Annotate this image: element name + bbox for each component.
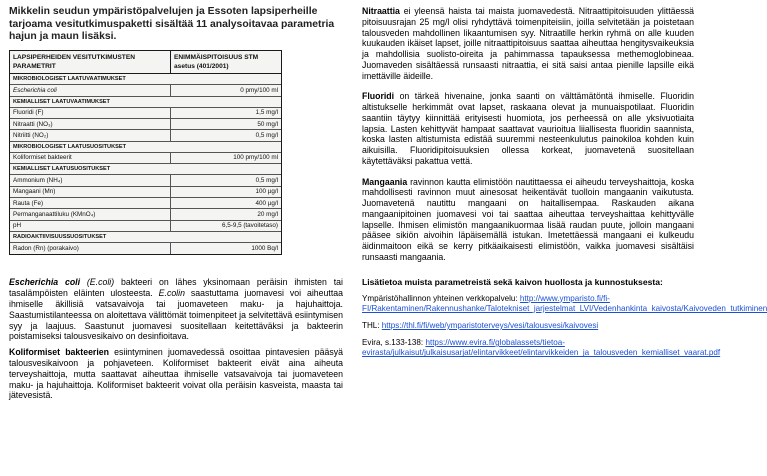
parameter-table [9, 50, 282, 256]
ecoli-text-italic: E.colin [158, 288, 185, 299]
ymparisto-link[interactable]: http://www.ymparisto.fi/fi-FI/Rakentaminen/Rakennushanke/Talotekniset_jarjestelmat_LVI/Vedenhankinta_kaivosta/Kaivoveden_tutkiminen [362, 293, 767, 313]
fluoridi-term: Fluoridi [362, 91, 395, 102]
nitraatti-text: ei yleensä haista tai maista juomavedestä. Nitraattipitoisuuden ylittäessä pitoisuusrajan 25 mg/l olisi ryhdyttävä toimenpiteisiin, joilla selvitetään ja poistetaan talousveden mahdollinen likaantumisen syy. Nitraatille herkin ryhmä on alle kuuden kuukauden ikäiset lapset, joille nitraattipitoisuus saattaa aiheuttaa hengitysvaikeuksia ja mahdollisia suolisto-oireita ja pahimmassa tapauksessa methemoglobineaa. Juomaveden sisältäessä runsaasti nitraattia, ei sitä saisi antaa pienille lapsille eikä imettäville äideille. [362, 6, 694, 81]
table-row [10, 198, 281, 209]
parameter-name: Radon (Rn) (porakaivo) [10, 243, 171, 254]
table-row [10, 153, 281, 164]
parameter-name: pH [10, 221, 171, 231]
table-header [10, 51, 281, 74]
table-section-title: KEMIALLISET LAATUVAATIMUKSET [10, 97, 281, 108]
nitraatti-paragraph [362, 6, 694, 81]
parameter-limit: 400 µg/l [255, 199, 278, 207]
table-section-title: RADIOAKTIIVISUUSSUOSITUKSET [10, 232, 281, 243]
table-row [10, 108, 281, 119]
parameter-name: Ammonium (NH₄) [10, 175, 171, 185]
parameter-name: Nitraatti (NO₃) [10, 119, 171, 129]
fluoridi-paragraph [362, 91, 694, 166]
ecoli-text-b: saastuttama juomavesi voi aiheuttaa ihmiselle äkillisiä vatsavaivoja tai juomaveteen maku- ja hajuhaittoja. Saastumistilanteessa on aloitettava välittömät toimenpiteet ja selvitettävä esiintymisen syy ja laajuus. Saastunut juomavesi suositellaan keitettäväksi ja bakteerin poistamiseksi talousvesikaivo on desinfioitava. [9, 288, 343, 342]
reference-evira [362, 338, 721, 358]
parameter-limit: 1,5 mg/l [255, 109, 278, 117]
ref-label: THL: [362, 320, 382, 330]
intro-text: Mikkelin seudun ympäristöpalvelujen ja Essoten lapsiperheille tarjoama vesitutkimuspaketti sisältää 11 analysoitavaa parametria hajun ja maun lisäksi. [9, 6, 335, 43]
table-row [10, 85, 281, 96]
parameter-name: Koliformiset bakteerit [10, 153, 171, 163]
parameter-limit: 50 mg/l [257, 120, 278, 128]
mangaani-text: ravinnon kautta elimistöön nautittaessa ei aiheudu terveyshaittoja, koska mahdollisesti ravinnon muut ainesosat heikentävät tuolloin mangaanin vaikutusta. Juomavetenä nautittu mangaani on haitallisempaa. Raskauden aikana mangaanipitoinen juomavesi voi tai saattaa aiheuttaa terveyshaittaa kehittyvälle lapselle. Ihmisen elimistön mangaanikuormaa lisää raudan puute, jolloin mangaani pääsee sikiön aivoihin läpäisemällä istukan. Imetettäessä mangaani ei kulkeudu äidinmaitoon eikä se kerry pitkäaikaisesti elimistöön, vaikka juomavesi sisältäisi runsaasti mangaania. [362, 176, 694, 262]
parameter-limit: 0,5 mg/l [255, 132, 278, 140]
parameter-limit: 20 mg/l [257, 211, 278, 218]
table-row [10, 209, 281, 220]
parameter-name: Permanganaattiluku (KMnO₄) [10, 209, 171, 219]
koliform-text: esiintyminen juomavedessä osoittaa pintavesien pääsyä talousvesikaivoon ja pohjaveteen. Koliformiset bakteerit eivät aina aiheuta terveyshaittoja, mutta saattavat aiheuttaa ihmiselle vatsavaivoja tai juomaveteen maku- ja hajuhaittoja. Koliformiset bakteerit voivat olla peräisin kasveista, maasta tai jätevesistä. [9, 347, 343, 401]
ecoli-term: Escherichia coli [9, 277, 81, 288]
ref-label: Evira, s.133-138: [362, 338, 426, 348]
koliform-term: Koliformiset bakteerien [9, 347, 109, 358]
evira-link[interactable]: https://www.evira.fi/globalassets/tietoa-evirasta/julkaisut/julkaisusarjat/elintarvikkeet/elintarvikkeiden_ja_talousveden_kemialliset_vaarat.pdf [362, 338, 721, 358]
table-row [10, 130, 281, 141]
table-row [10, 187, 281, 198]
table-row [10, 221, 281, 232]
table-section-title: MIKROBIOLOGISET LAATUSUOSITUKSET [10, 142, 281, 153]
more-info-heading: Lisätietoa muista parametreistä sekä kaivon huollosta ja kunnostuksesta: [362, 276, 663, 287]
parameter-limit: 0,5 mg/l [255, 176, 278, 184]
parameter-name: Fluoridi (F) [10, 108, 171, 118]
table-section-title: MIKROBIOLOGISET LAATUVAATIMUKSET [10, 74, 281, 85]
ref-label: Ympäristöhallinnon yhteinen verkkopalvelu: [362, 293, 520, 303]
table-row [10, 243, 281, 254]
reference-ymparisto [362, 293, 767, 314]
fluoridi-text: on tärkeä hivenaine, jonka saanti on välttämätöntä ihmiselle. Fluoridin altistukselle herkimmät ovat lapset, raskaana olevat ja munuaispotilaat. Fluoridin saantiin täytyy kiinnittää erityisesti huomiota, jos perheessä on alle yksivuotiaita lapsia. Lasten kehittyvät hampaat saattavat vaurioitua liiallisesta fluoridin saannista, koska lasten altistumista edistää suuremmi nesteenkulutus painokiloa kohden kuin aikuisilla. Fluoridipitoisuuksien ollessa korkeat, juomavetenä suositellaan käytettäväksi pakattua vettä. [362, 91, 694, 166]
right-column [362, 6, 767, 359]
table-row [10, 175, 281, 186]
nitraatti-term: Nitraattia [362, 6, 400, 16]
header-limit: ENIMMÄISPITOISUUS STM asetus (401/2001) [174, 53, 259, 70]
koliform-paragraph [9, 347, 343, 401]
ecoli-paren: (E.coli) [80, 277, 115, 288]
ecoli-paragraph [9, 277, 343, 342]
header-parameters: LAPSIPERHEIDEN VESITUTKIMUSTEN PARAMETRIT [10, 51, 171, 73]
parameter-name: Escherichia coli [10, 85, 171, 95]
table-row [10, 119, 281, 130]
left-column [9, 6, 343, 401]
ecoli-text-a: bakteeri on lähes yksinomaan peräisin ihmisten tai tasalämpöisten eläinten ulosteesta. [9, 277, 343, 299]
parameter-name: Nitriitti (NO₂) [10, 130, 171, 140]
parameter-name: Rauta (Fe) [10, 198, 171, 208]
parameter-limit: 100 pmy/100 ml [233, 154, 278, 162]
mangaani-paragraph [362, 177, 694, 263]
parameter-name: Mangaani (Mn) [10, 187, 171, 197]
parameter-limit: 1000 Bq/l [251, 245, 278, 253]
mangaani-term: Mangaania [362, 176, 408, 187]
parameter-limit: 0 pmy/100 ml [240, 86, 278, 94]
parameter-limit: 6,5-9,5 (tavoitetaso) [221, 222, 278, 230]
parameter-limit: 100 µg/l [255, 188, 278, 196]
thl-link[interactable]: https://thl.fi/fi/web/ymparistoterveys/vesi/talousvesi/kaivovesi [381, 320, 599, 330]
reference-thl [362, 321, 694, 331]
table-section-title: KEMIALLISET LAATUSUOSITUKSET [10, 164, 281, 175]
